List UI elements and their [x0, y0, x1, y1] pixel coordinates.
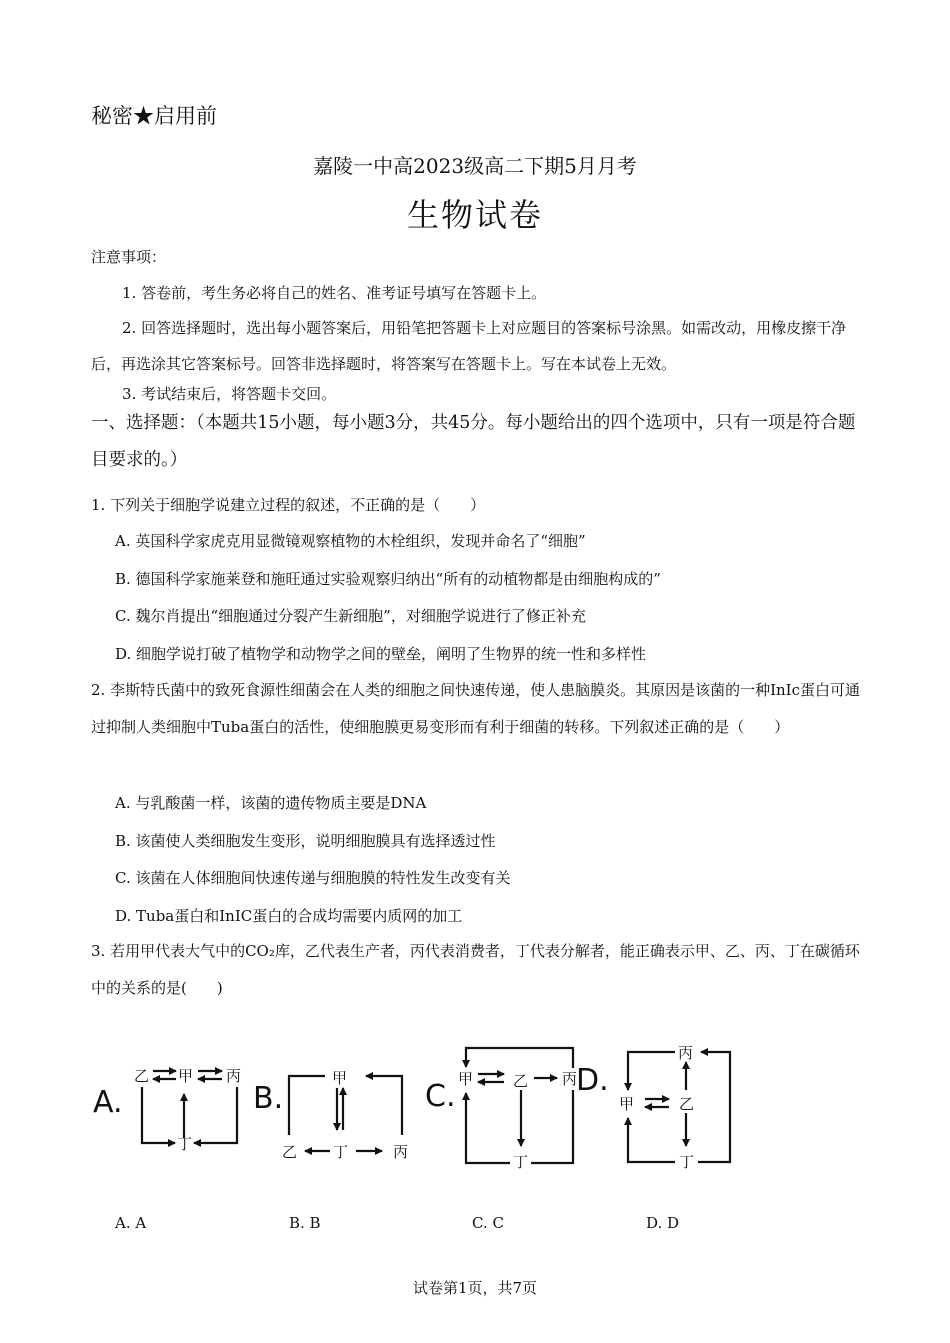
section-heading: 一、选择题：（本题共15小题，每小题3分，共45分。每小题给出的四个选项中，只有一项是符合题目要求的。）: [91, 413, 856, 470]
notice-item-3: 3. 考试结束后，将答题卡交回。: [122, 385, 337, 403]
node-yi: 乙: [134, 1067, 150, 1085]
question-3-option-a: A. A: [115, 1214, 147, 1232]
diagram-b: [289, 1076, 402, 1151]
node-jia: 甲: [332, 1069, 348, 1087]
node-ding: 丁: [333, 1143, 349, 1161]
question-2-option-d: D. Tuba蛋白和InIC蛋白的合成均需要内质网的加工: [115, 907, 463, 925]
question-1-option-d: D. 细胞学说打破了植物学和动物学之间的壁垒，阐明了生物界的统一性和多样性: [115, 645, 647, 663]
carbon-cycle-diagrams: [0, 1030, 950, 1180]
subject-title: 生物试卷: [406, 196, 543, 234]
node-jia: 甲: [619, 1095, 635, 1113]
node-ding: 丁: [513, 1153, 529, 1171]
node-yi: 乙: [679, 1095, 695, 1113]
page-footer: 试卷第1页，共7页: [412, 1279, 538, 1297]
question-1-stem: 1. 下列关于细胞学说建立过程的叙述，不正确的是（ ）: [91, 496, 486, 514]
node-ding: 丁: [679, 1153, 695, 1171]
diagram-b-label: B.: [253, 1081, 284, 1116]
diagram-c: [466, 1048, 573, 1163]
node-ding: 丁: [177, 1135, 193, 1153]
node-bing: 丙: [562, 1070, 578, 1088]
question-1-option-a: A. 英国科学家虎克用显微镜观察植物的木栓组织，发现并命名了“细胞”: [115, 532, 586, 550]
diagram-c-label: C.: [425, 1079, 456, 1114]
question-2-option-b: B. 该菌使人类细胞发生变形，说明细胞膜具有选择透过性: [115, 832, 496, 850]
notice-item-2: 2. 回答选择题时，选出每小题答案后，用铅笔把答题卡上对应题目的答案标号涂黑。如需改动，用橡皮擦干净后，再选涂其它答案标号。回答非选择题时，将答案写在答题卡上。写在本试卷上无效。: [91, 319, 847, 373]
question-3-option-b: B. B: [289, 1214, 321, 1232]
question-2-stem: 2. 李斯特氏菌中的致死食源性细菌会在人类的细胞之间快速传递，使人患脑膜炎。其原因是该菌的一种InIc蛋白可通过抑制人类细胞中Tuba蛋白的活性，使细胞膜更易变形而有利于细菌的转移。下列叙述正确的是（ ）: [91, 681, 860, 736]
node-yi: 乙: [282, 1143, 298, 1161]
notice-heading: 注意事项：: [91, 248, 167, 266]
node-bing: 丙: [226, 1067, 242, 1085]
question-3-option-d: D. D: [646, 1214, 680, 1232]
question-3-option-c: C. C: [472, 1214, 504, 1232]
notice-item-1: 1. 答卷前，考生务必将自己的姓名、准考证号填写在答题卡上。: [122, 284, 547, 302]
question-1-option-c: C. 魏尔肖提出“细胞通过分裂产生新细胞”，对细胞学说进行了修正补充: [115, 607, 586, 625]
node-jia: 甲: [458, 1070, 474, 1088]
question-2-option-c: C. 该菌在人体细胞间快速传递与细胞膜的特性发生改变有关: [115, 869, 511, 887]
node-bing: 丙: [678, 1044, 694, 1062]
confidential-mark: 秘密★启用前: [91, 104, 217, 128]
node-bing: 丙: [393, 1143, 409, 1161]
diagram-d-label: D.: [576, 1063, 609, 1098]
question-1-option-b: B. 德国科学家施莱登和施旺通过实验观察归纳出“所有的动植物都是由细胞构成的”: [115, 570, 661, 588]
question-2-option-a: A. 与乳酸菌一样，该菌的遗传物质主要是DNA: [115, 794, 427, 812]
diagram-a-label: A.: [93, 1085, 123, 1120]
exam-title: 嘉陵一中高2023级高二下期5月月考: [313, 154, 637, 178]
question-3-stem: 3. 若用甲代表大气中的CO₂库，乙代表生产者，丙代表消费者，丁代表分解者，能正确表示甲、乙、丙、丁在碳循环中的关系的是( ): [91, 942, 860, 997]
node-jia: 甲: [178, 1067, 194, 1085]
node-yi: 乙: [513, 1072, 529, 1090]
